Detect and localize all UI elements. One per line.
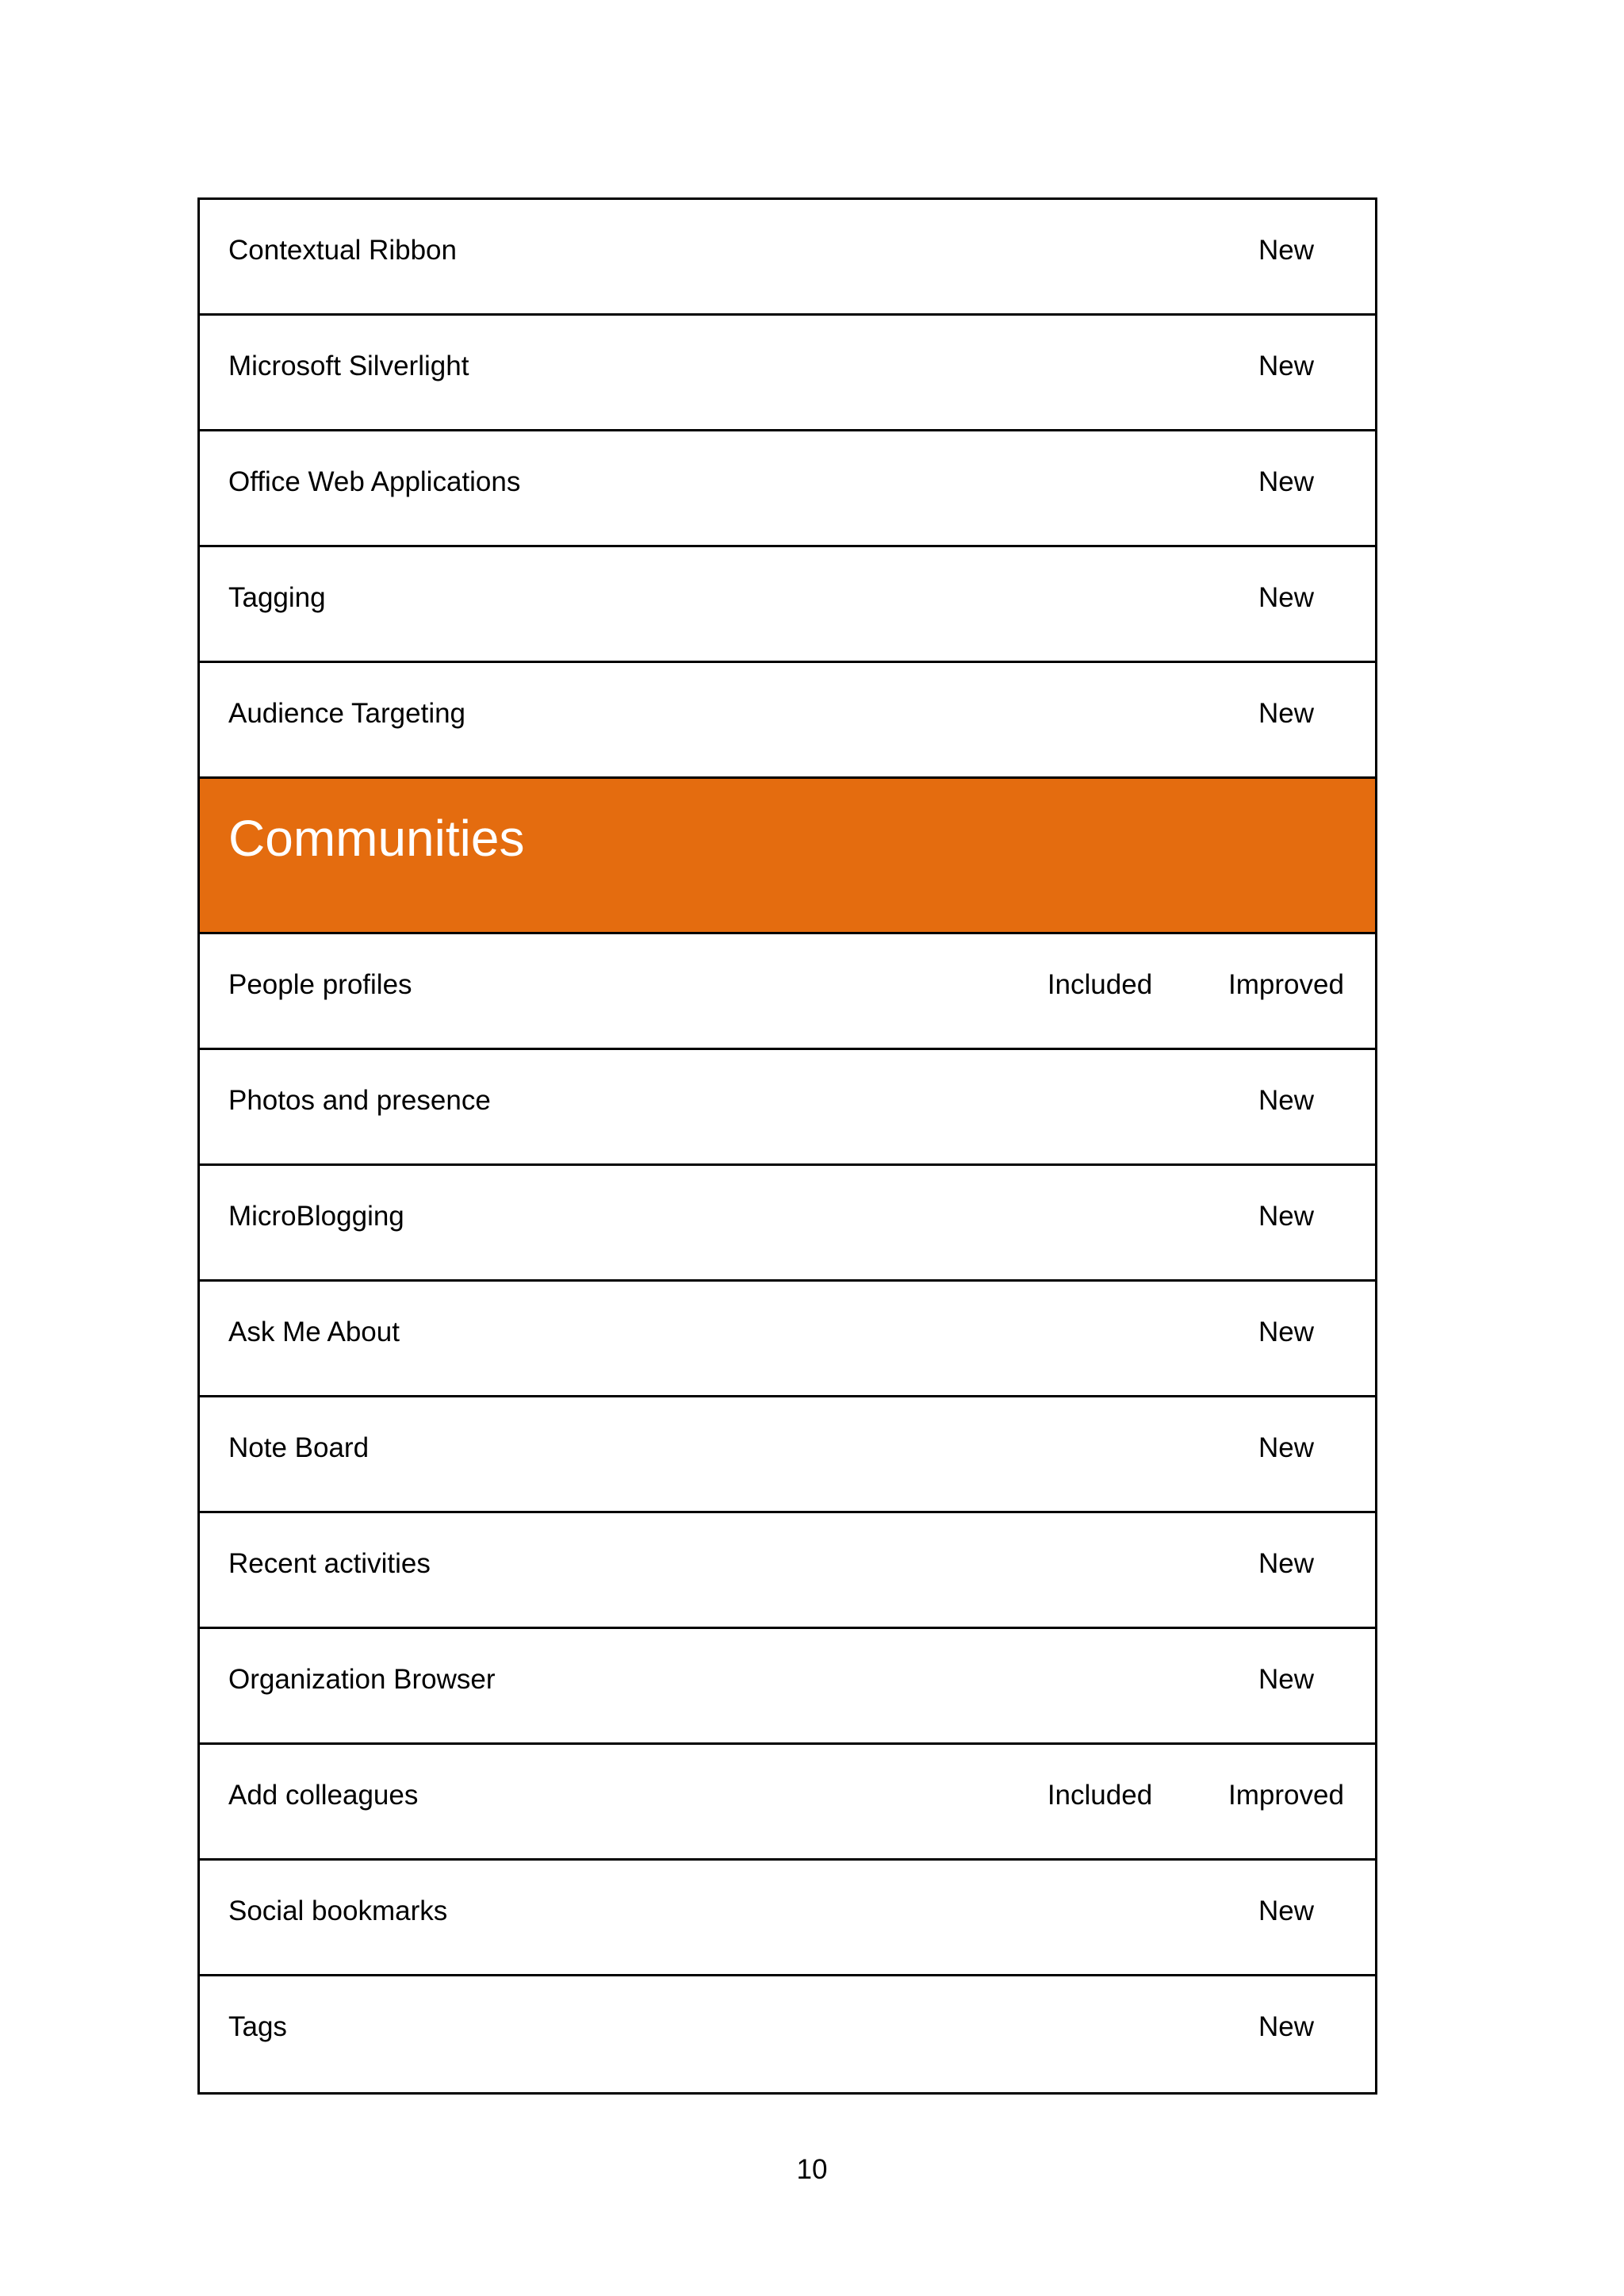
section-title: Communities [228,810,525,867]
table-row [200,1861,1375,1976]
feature-name: Contextual Ribbon [228,235,457,266]
table-row [200,547,1375,663]
page-number: 10 [796,2154,828,2185]
feature-name: People profiles [228,969,412,1000]
feature-status-current: New [1258,1432,1315,1463]
feature-name: Photos and presence [228,1085,491,1116]
section-header-row [200,779,1375,934]
feature-status-previous: Included [1047,969,1153,1000]
feature-name: Audience Targeting [228,698,466,729]
feature-name: Ask Me About [228,1317,400,1347]
feature-comparison-table [197,197,1377,2095]
feature-name: Tagging [228,582,326,613]
feature-status-current: Improved [1228,969,1344,1000]
table-row [200,1513,1375,1629]
feature-name: Recent activities [228,1548,431,1579]
feature-status-current: New [1258,466,1315,497]
feature-status-current: New [1258,1664,1315,1695]
feature-status-current: New [1258,351,1315,381]
table-row [200,431,1375,547]
feature-name: Note Board [228,1432,370,1463]
table-row [200,663,1375,779]
feature-name: Organization Browser [228,1664,496,1695]
feature-status-current: New [1258,1548,1315,1579]
table-row [200,1282,1375,1397]
table-row [200,1976,1375,2092]
feature-status-current: New [1258,698,1315,729]
feature-status-current: Improved [1228,1780,1344,1811]
feature-status-current: New [1258,1085,1315,1116]
feature-status-current: New [1258,235,1315,266]
table-row [200,316,1375,431]
table-row [200,1397,1375,1513]
feature-status-current: New [1258,1201,1315,1232]
feature-status-previous: Included [1047,1780,1153,1811]
feature-status-current: New [1258,582,1315,613]
feature-status-current: New [1258,1317,1315,1347]
table-row [200,1745,1375,1861]
feature-name: Microsoft Silverlight [228,351,469,381]
table-row [200,200,1375,316]
feature-name: MicroBlogging [228,1201,404,1232]
feature-status-current: New [1258,1895,1315,1926]
feature-name: Social bookmarks [228,1895,448,1926]
feature-status-current: New [1258,2011,1315,2042]
table-row [200,1629,1375,1745]
feature-name: Office Web Applications [228,466,521,497]
feature-name: Add colleagues [228,1780,419,1811]
table-row [200,934,1375,1050]
feature-name: Tags [228,2011,287,2042]
table-row [200,1166,1375,1282]
table-row [200,1050,1375,1166]
